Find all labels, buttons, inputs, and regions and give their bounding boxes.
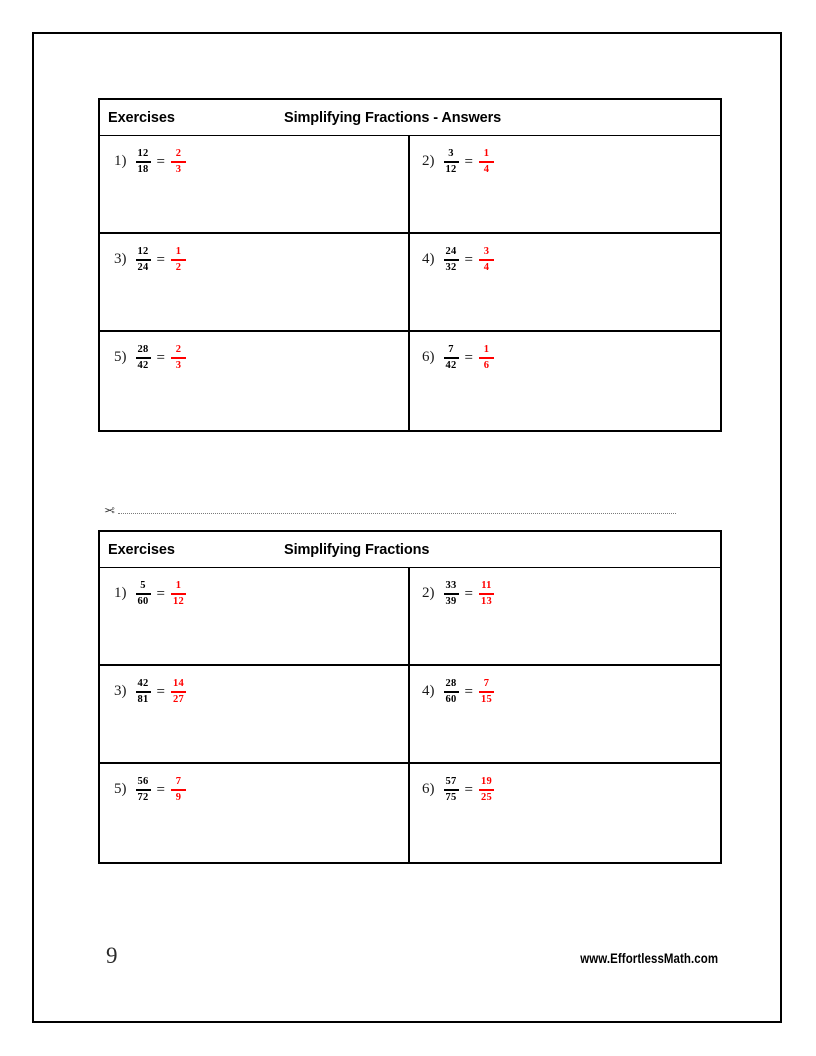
fraction-numerator: 5 [140, 579, 146, 591]
problem-number: 3) [114, 682, 127, 699]
fraction-bar [479, 691, 494, 693]
fraction-denominator: 13 [481, 595, 492, 607]
fraction-bar [444, 161, 459, 163]
fraction-numerator: 12 [137, 147, 149, 159]
answer-fraction [479, 581, 494, 607]
fraction-numerator: 7 [483, 677, 490, 689]
fraction-bar [479, 161, 494, 163]
fraction-denominator: 4 [483, 163, 490, 175]
problem-number: 2) [422, 584, 435, 601]
problem-cell [100, 136, 410, 232]
problem-cell [410, 666, 720, 762]
question-fraction [444, 581, 459, 607]
page-number: 9 [106, 943, 118, 968]
problem-number: 5) [114, 780, 127, 797]
fraction-numerator: 1 [175, 245, 182, 257]
problem-number: 4) [422, 682, 435, 699]
problem-expression [422, 341, 720, 375]
answer-fraction [171, 149, 186, 175]
answer-fraction [171, 345, 186, 371]
fraction-denominator: 3 [175, 163, 182, 175]
fraction-bar [171, 259, 186, 261]
answer-fraction [479, 247, 494, 273]
fraction-denominator: 2 [175, 261, 182, 273]
fraction-denominator: 81 [137, 693, 149, 705]
fraction-bar [136, 593, 151, 595]
equals-sign: = [464, 683, 473, 700]
equals-sign: = [464, 153, 473, 170]
fraction-numerator: 56 [137, 775, 149, 787]
problem-number: 1) [114, 584, 127, 601]
fraction-bar [171, 691, 186, 693]
problem-expression [422, 145, 720, 179]
problem-cell [100, 764, 410, 862]
answer-fraction [171, 581, 186, 607]
equals-sign: = [156, 251, 165, 268]
problem-expression [114, 145, 408, 179]
problem-cell [410, 136, 720, 232]
problem-number: 5) [114, 348, 127, 365]
fraction-numerator: 14 [173, 677, 184, 689]
problem-number: 4) [422, 250, 435, 267]
fraction-denominator: 60 [137, 595, 149, 607]
exercises-label: Exercises [108, 109, 175, 126]
fraction-numerator: 7 [175, 775, 182, 787]
fraction-denominator: 9 [175, 791, 182, 803]
fraction-numerator: 3 [448, 147, 454, 159]
problem-number: 2) [422, 152, 435, 169]
page-border [32, 32, 782, 1023]
scissors-icon: ✂ [104, 502, 115, 518]
table-row [100, 568, 720, 666]
worksheet-header [100, 100, 720, 136]
table-row [100, 764, 720, 862]
fraction-denominator: 75 [445, 791, 457, 803]
fraction-numerator: 57 [445, 775, 457, 787]
fraction-bar [171, 357, 186, 359]
answer-fraction [171, 679, 186, 705]
worksheet-answers [98, 98, 722, 432]
fraction-numerator: 24 [445, 245, 457, 257]
fraction-denominator: 25 [481, 791, 492, 803]
answer-fraction [171, 777, 186, 803]
fraction-denominator: 24 [137, 261, 149, 273]
equals-sign: = [156, 585, 165, 602]
fraction-numerator: 7 [448, 343, 454, 355]
question-fraction [136, 777, 151, 803]
question-fraction [136, 679, 151, 705]
fraction-numerator: 2 [175, 147, 182, 159]
question-fraction [444, 777, 459, 803]
fraction-bar [171, 789, 186, 791]
fraction-bar [479, 357, 494, 359]
cut-line [104, 502, 676, 518]
equals-sign: = [464, 781, 473, 798]
fraction-denominator: 39 [445, 595, 457, 607]
site-url: www.EffortlessMath.com [580, 950, 718, 966]
exercises-label: Exercises [108, 541, 175, 558]
problem-expression [114, 341, 408, 375]
table-row [100, 666, 720, 764]
fraction-denominator: 15 [481, 693, 492, 705]
fraction-bar [136, 691, 151, 693]
fraction-denominator: 42 [137, 359, 149, 371]
fraction-bar [444, 593, 459, 595]
question-fraction [136, 345, 151, 371]
fraction-denominator: 12 [445, 163, 457, 175]
equals-sign: = [156, 153, 165, 170]
table-row [100, 136, 720, 234]
answer-fraction [479, 777, 494, 803]
fraction-bar [136, 259, 151, 261]
fraction-bar [479, 789, 494, 791]
worksheet-header [100, 532, 720, 568]
problem-expression [114, 577, 408, 611]
problem-number: 6) [422, 348, 435, 365]
worksheet-title: Simplifying Fractions - Answers [284, 109, 502, 126]
answer-fraction [479, 345, 494, 371]
fraction-bar [444, 691, 459, 693]
question-fraction [444, 149, 459, 175]
fraction-numerator: 11 [481, 579, 492, 591]
problem-expression [114, 773, 408, 807]
fraction-bar [444, 789, 459, 791]
question-fraction [136, 247, 151, 273]
problem-number: 3) [114, 250, 127, 267]
question-fraction [444, 679, 459, 705]
problem-expression [114, 243, 408, 277]
fraction-numerator: 1 [175, 579, 182, 591]
answer-fraction [171, 247, 186, 273]
fraction-bar [136, 161, 151, 163]
fraction-numerator: 19 [481, 775, 492, 787]
fraction-numerator: 28 [137, 343, 149, 355]
problem-expression [114, 675, 408, 709]
table-row [100, 234, 720, 332]
problem-cell [410, 764, 720, 862]
problem-number: 6) [422, 780, 435, 797]
fraction-bar [171, 161, 186, 163]
answer-fraction [479, 679, 494, 705]
worksheet-title: Simplifying Fractions [284, 541, 430, 558]
question-fraction [136, 149, 151, 175]
problem-cell [410, 568, 720, 664]
problem-expression [422, 243, 720, 277]
fraction-numerator: 28 [445, 677, 457, 689]
fraction-numerator: 33 [445, 579, 457, 591]
fraction-denominator: 60 [445, 693, 457, 705]
question-fraction [136, 581, 151, 607]
fraction-numerator: 2 [175, 343, 182, 355]
fraction-denominator: 72 [137, 791, 149, 803]
fraction-denominator: 27 [173, 693, 184, 705]
fraction-numerator: 12 [137, 245, 149, 257]
problem-number: 1) [114, 152, 127, 169]
fraction-bar [136, 357, 151, 359]
problem-cell [100, 332, 410, 430]
problem-cell [100, 234, 410, 330]
question-fraction [444, 247, 459, 273]
equals-sign: = [156, 781, 165, 798]
problem-cell [100, 568, 410, 664]
fraction-denominator: 4 [483, 261, 490, 273]
fraction-denominator: 3 [175, 359, 182, 371]
problem-cell [410, 234, 720, 330]
fraction-bar [479, 259, 494, 261]
fraction-bar [171, 593, 186, 595]
equals-sign: = [464, 349, 473, 366]
problem-expression [422, 773, 720, 807]
fraction-denominator: 42 [445, 359, 457, 371]
fraction-bar [444, 259, 459, 261]
fraction-denominator: 12 [173, 595, 184, 607]
fraction-numerator: 3 [483, 245, 490, 257]
equals-sign: = [464, 251, 473, 268]
problem-cell [100, 666, 410, 762]
fraction-bar [136, 789, 151, 791]
fraction-numerator: 42 [137, 677, 149, 689]
answer-fraction [479, 149, 494, 175]
cut-line-dots [118, 512, 676, 514]
table-row [100, 332, 720, 430]
fraction-denominator: 32 [445, 261, 457, 273]
fraction-denominator: 6 [483, 359, 490, 371]
worksheet-exercises [98, 530, 722, 864]
question-fraction [444, 345, 459, 371]
problem-expression [422, 577, 720, 611]
equals-sign: = [156, 683, 165, 700]
fraction-numerator: 1 [483, 343, 490, 355]
fraction-bar [479, 593, 494, 595]
problem-cell [410, 332, 720, 430]
fraction-denominator: 18 [137, 163, 149, 175]
fraction-bar [444, 357, 459, 359]
fraction-numerator: 1 [483, 147, 490, 159]
equals-sign: = [464, 585, 473, 602]
equals-sign: = [156, 349, 165, 366]
problem-expression [422, 675, 720, 709]
